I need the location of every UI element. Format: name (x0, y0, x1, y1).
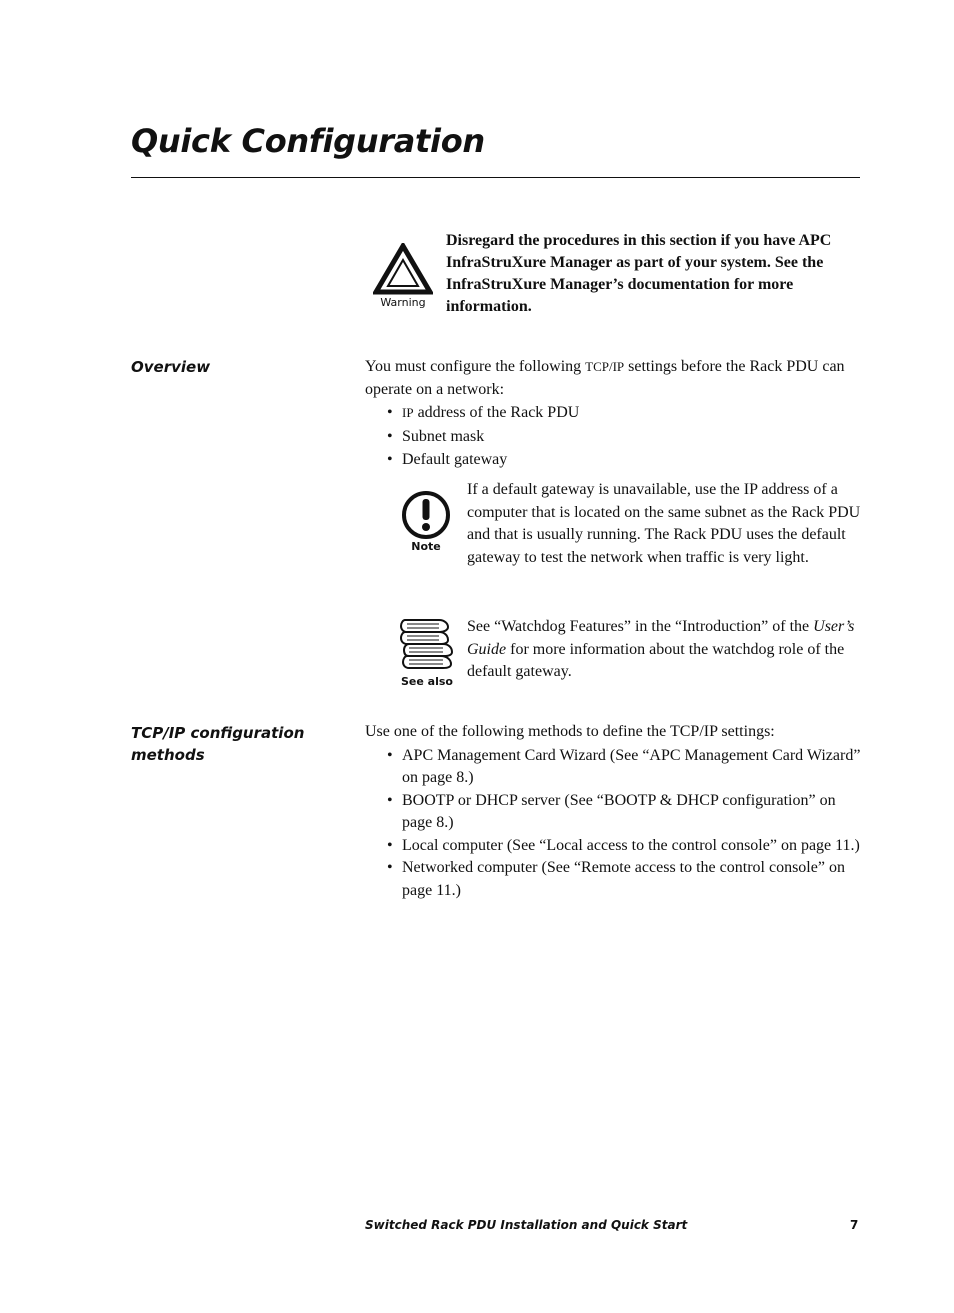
tcpip-intro: Use one of the following methods to define the TCP/IP settings: (365, 723, 775, 740)
footer-doc-title: Switched Rack PDU Installation and Quick Start (365, 1218, 688, 1232)
overview-list (365, 402, 865, 472)
list-item-abbr: IP (402, 405, 414, 420)
list-item: • Local computer (See “Local access to the control console” on page 11.) (387, 836, 860, 854)
overview-intro (365, 356, 865, 401)
warning-callout-icon (368, 243, 438, 309)
overview-section (365, 356, 865, 472)
see-also-label: See also (401, 675, 453, 688)
warning-label: Warning (380, 296, 426, 309)
see-also-guide-title: User’s Guide (467, 618, 855, 658)
tcpip-list (365, 745, 865, 903)
list-item-text: APC Management Card Wizard (See “APC Management Card Wizard” on page 8.) (402, 746, 861, 786)
list-item-text: Local computer (See “Local access to the control console” on page 11.) (402, 836, 860, 854)
list-item-text: Subnet mask (402, 427, 485, 445)
see-also-text-before: See “Watchdog Features” in the “Introduction” of the (467, 618, 814, 635)
see-also-callout-icon (393, 616, 461, 688)
overview-intro-abbr: TCP/IP (585, 359, 625, 374)
note-callout-icon (396, 489, 456, 553)
books-icon (397, 616, 457, 670)
see-also-text (467, 616, 862, 684)
list-item-text: BOOTP or DHCP server (See “BOOTP & DHCP configuration” on page 8.) (402, 791, 836, 831)
warning-text: Disregard the procedures in this section if you have APC InfraStruXure Manager as part of your system. See the InfraStruXure Manager’s documentation for more information. (446, 232, 832, 315)
overview-intro-after: settings before the Rack PDU can operate on a network: (365, 358, 845, 398)
note-text: If a default gateway is unavailable, use the IP address of a computer that is located on the same subnet as the Rack PDU and that is usually running. The Rack PDU uses the default gateway to test the network when traffic is very light. (467, 481, 861, 566)
title-divider (131, 177, 860, 178)
list-item-text: Networked computer (See “Remote access to the control console” on page 11.) (402, 859, 845, 899)
list-item: • Default gateway (387, 451, 508, 468)
note-label: Note (411, 540, 441, 553)
tcpip-section (365, 721, 865, 902)
list-item-text: Default gateway (402, 451, 508, 468)
overview-heading: Overview (131, 358, 211, 376)
list-item: • Networked computer (See “Remote access to the control console” on page 11.) (387, 859, 845, 899)
list-item: • Subnet mask (387, 427, 485, 445)
list-item-text: address of the Rack PDU (413, 404, 580, 421)
overview-intro-before: You must configure the following (365, 358, 586, 375)
page-title: Quick Configuration (131, 122, 485, 160)
list-item: • APC Management Card Wizard (See “APC Management Card Wizard” on page 8.) (387, 746, 861, 786)
footer-page-number: 7 (850, 1218, 859, 1232)
tcpip-heading: TCP/IP configuration methods (131, 724, 305, 764)
list-item: • BOOTP or DHCP server (See “BOOTP & DHCP configuration” on page 8.) (387, 791, 836, 831)
note-exclamation-icon (400, 489, 452, 541)
list-item: • IP address of the Rack PDU (387, 404, 580, 421)
see-also-text-after: for more information about the watchdog role of the default gateway. (467, 640, 845, 680)
warning-triangle-icon (373, 243, 433, 295)
